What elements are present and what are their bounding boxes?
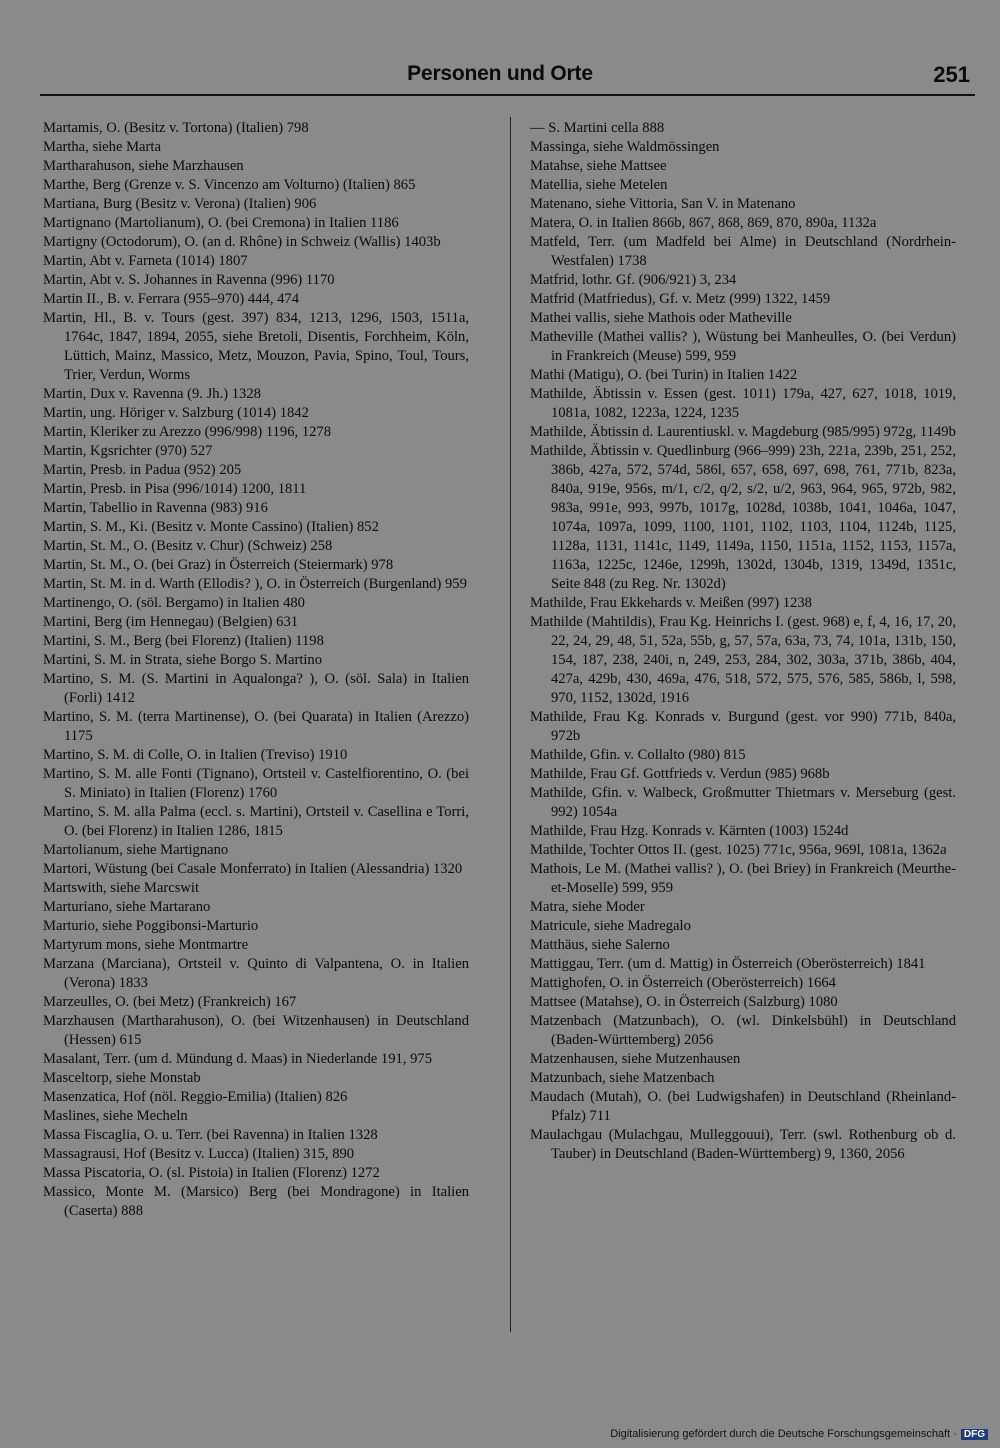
index-entry: Martin, St. M., O. (bei Graz) in Österreich (Steiermark) 978 <box>43 557 394 573</box>
index-entry: Mathilde, Frau Ekkehards v. Meißen (997) 1238 <box>530 595 812 611</box>
index-entry: Masceltorp, siehe Monstab <box>43 1070 201 1086</box>
index-entry: Martin, Presb. in Padua (952) 205 <box>43 462 242 478</box>
footer-text: Digitalisierung gefördert durch die Deutsche Forschungsgemeinschaft · <box>610 1428 957 1440</box>
index-entry: Matzenhausen, siehe Mutzenhausen <box>530 1051 741 1067</box>
index-entry: Marzana (Marciana), Ortsteil v. Quinto di Valpantena, O. in Italien (Verona) 1833 <box>43 956 469 991</box>
header-rule <box>40 94 975 96</box>
dfg-logo: DFG <box>961 1429 988 1440</box>
index-entry: Martinengo, O. (söl. Bergamo) in Italien 480 <box>43 595 305 611</box>
index-entry: Marthe, Berg (Grenze v. S. Vincenzo am Volturno) (Italien) 865 <box>43 177 416 193</box>
index-entry: Mathois, Le M. (Mathei vallis? ), O. (bei Briey) in Frankreich (Meurthe-et-Moselle) 599, 959 <box>530 861 956 896</box>
index-entry: Martini, S. M. in Strata, siehe Borgo S. Martino <box>43 652 323 668</box>
index-entry: Mathilde, Gfin. v. Walbeck, Großmutter Thietmars v. Merseburg (gest. 992) 1054a <box>530 785 956 820</box>
index-entry: Matheville (Mathei vallis? ), Wüstung bei Manheulles, O. (bei Verdun) in Frankreich (Meuse) 599, 959 <box>530 329 956 364</box>
index-entry: Massinga, siehe Waldmössingen <box>530 139 720 155</box>
index-entry: Martigny (Octodorum), O. (an d. Rhône) in Schweiz (Wallis) 1403b <box>43 234 441 250</box>
index-entry: Maulachgau (Mulachgau, Mulleggouui), Terr. (swl. Rothenburg ob d. Tauber) in Deutschland (Baden-Württemberg) 9, 1360, 2056 <box>530 1127 956 1162</box>
page-number: 251 <box>933 62 970 87</box>
index-entry: Massico, Monte M. (Marsico) Berg (bei Mondragone) in Italien (Caserta) 888 <box>43 1184 469 1219</box>
index-entry: Martin, Kleriker zu Arezzo (996/998) 1196, 1278 <box>43 424 332 440</box>
index-entry: Masalant, Terr. (um d. Mündung d. Maas) in Niederlande 191, 975 <box>43 1051 433 1067</box>
index-entry: Martin, Kgsrichter (970) 527 <box>43 443 213 459</box>
index-entry: Martino, S. M. di Colle, O. in Italien (Treviso) 1910 <box>43 747 348 763</box>
index-entry: Martin, Hl., B. v. Tours (gest. 397) 834, 1213, 1296, 1503, 1511a, 1764c, 1847, 1894, 2055, siehe Bretoli, Disentis, Forchheim, Köln, Lüttich, Mainz, Massico, Metz, Mouzon, Pavia, Spino, Toul, Tours, Trier, Verdun, Worms <box>43 310 469 383</box>
index-entry: Marzeulles, O. (bei Metz) (Frankreich) 167 <box>43 994 297 1010</box>
index-entry: Mattiggau, Terr. (um d. Mattig) in Österreich (Oberösterreich) 1841 <box>530 956 926 972</box>
index-entry: Martin, Dux v. Ravenna (9. Jh.) 1328 <box>43 386 261 402</box>
index-entry: Masenzatica, Hof (nöl. Reggio-Emilia) (Italien) 826 <box>43 1089 348 1105</box>
index-entry: Mathilde, Gfin. v. Collalto (980) 815 <box>530 747 746 763</box>
index-entry: Matellia, siehe Metelen <box>530 177 668 193</box>
index-entry: Mattsee (Matahse), O. in Österreich (Salzburg) 1080 <box>530 994 838 1010</box>
index-entry: Martin, Tabellio in Ravenna (983) 916 <box>43 500 268 516</box>
index-column-right <box>530 119 956 1164</box>
index-entry: Mathilde, Äbtissin d. Laurentiuskl. v. Magdeburg (985/995) 972g, 1149b <box>530 424 956 440</box>
index-entry: Mathilde, Äbtissin v. Quedlinburg (966–999) 23h, 221a, 239b, 251, 252, 386b, 427a, 572, 574d, 586l, 657, 658, 697, 698, 761, 771b, 823a, 840a, 919e, 956s, m/1, c/2, q/2, s/2, u/2, 963, 964, 965, 972b, 982, 983a, 991e, 993, 997b, 1017g, 1028d, 1038b, 1041, 1046a, 1047, 1074a, 1097a, 1099, 1100, 1101, 1102, 1103, 1104, 1124b, 1125, 1128a, 1131, 1141c, 1149, 1149a, 1150, 1151a, 1152, 1153, 1157a, 1163a, 1225c, 1246e, 1299h, 1302d, 1304b, 1319, 1349d, 1351c, Seite 848 (zu Reg. Nr. 1302d) <box>530 443 956 592</box>
index-entry: Martino, S. M. alla Palma (eccl. s. Martini), Ortsteil v. Casellina e Torri, O. (bei Florenz) in Italien 1286, 1815 <box>43 804 469 839</box>
index-entry: Martha, siehe Marta <box>43 139 161 155</box>
index-entry: Maslines, siehe Mecheln <box>43 1108 188 1124</box>
index-entry: Mathilde (Mahtildis), Frau Kg. Heinrichs I. (gest. 968) e, f, 4, 16, 17, 20, 22, 24, 29, 48, 51, 52a, 55b, g, 57, 57a, 63a, 73, 74, 101a, 131b, 150, 154, 187, 238, 240i, n, 249, 253, 284, 302, 303a, 371b, 386b, 404, 427a, 429b, 430, 469a, 476, 518, 572, 575, 576, 585, 586b, l, 598, 970, 1152, 1302d, 1916 <box>530 614 956 706</box>
index-entry: Marturiano, siehe Martarano <box>43 899 211 915</box>
index-entry: Matzunbach, siehe Matzenbach <box>530 1070 715 1086</box>
index-entry: Massa Piscatoria, O. (sl. Pistoia) in Italien (Florenz) 1272 <box>43 1165 380 1181</box>
index-entry: Martori, Wüstung (bei Casale Monferrato) in Italien (Alessandria) 1320 <box>43 861 463 877</box>
index-entry: Martin, S. M., Ki. (Besitz v. Monte Cassino) (Italien) 852 <box>43 519 379 535</box>
index-entry: Martino, S. M. (terra Martinense), O. (bei Quarata) in Italien (Arezzo) 1175 <box>43 709 469 744</box>
index-entry: Matfrid, lothr. Gf. (906/921) 3, 234 <box>530 272 737 288</box>
index-entry: Matera, O. in Italien 866b, 867, 868, 869, 870, 890a, 1132a <box>530 215 877 231</box>
index-entry: — S. Martini cella 888 <box>530 120 665 136</box>
index-entry: Martolianum, siehe Martignano <box>43 842 229 858</box>
index-entry: Mathi (Matigu), O. (bei Turin) in Italien 1422 <box>530 367 798 383</box>
index-entry: Martin, Abt v. S. Johannes in Ravenna (996) 1170 <box>43 272 335 288</box>
index-entry: Mathilde, Tochter Ottos II. (gest. 1025) 771c, 956a, 969l, 1081a, 1362a <box>530 842 947 858</box>
index-entry: Matenano, siehe Vittoria, San V. in Matenano <box>530 196 796 212</box>
index-entry: Martamis, O. (Besitz v. Tortona) (Italien) 798 <box>43 120 309 136</box>
index-entry: Martiana, Burg (Besitz v. Verona) (Italien) 906 <box>43 196 317 212</box>
index-entry: Maudach (Mutah), O. (bei Ludwigshafen) in Deutschland (Rheinland-Pfalz) 711 <box>530 1089 956 1124</box>
index-entry: Martyrum mons, siehe Montmartre <box>43 937 249 953</box>
index-entry: Martharahuson, siehe Marzhausen <box>43 158 244 174</box>
index-entry: Matfrid (Matfriedus), Gf. v. Metz (999) 1322, 1459 <box>530 291 831 307</box>
index-entry: Martin, St. M., O. (Besitz v. Chur) (Schweiz) 258 <box>43 538 333 554</box>
index-entry: Martignano (Martolianum), O. (bei Cremona) in Italien 1186 <box>43 215 399 231</box>
index-entry: Martin, Abt v. Farneta (1014) 1807 <box>43 253 248 269</box>
index-entry: Matfeld, Terr. (um Madfeld bei Alme) in Deutschland (Nordrhein-Westfalen) 1738 <box>530 234 956 269</box>
index-entry: Matra, siehe Moder <box>530 899 645 915</box>
running-header-title: Personen und Orte <box>407 62 593 85</box>
index-entry: Martin, St. M. in d. Warth (Ellodis? ), O. in Österreich (Burgenland) 959 <box>43 576 467 592</box>
index-entry: Marturio, siehe Poggibonsi-Marturio <box>43 918 259 934</box>
index-entry: Martin, Presb. in Pisa (996/1014) 1200, 1811 <box>43 481 307 497</box>
index-entry: Martswith, siehe Marcswit <box>43 880 200 896</box>
index-entry: Martin II., B. v. Ferrara (955–970) 444, 474 <box>43 291 300 307</box>
index-entry: Marzhausen (Martharahuson), O. (bei Witzenhausen) in Deutschland (Hessen) 615 <box>43 1013 469 1048</box>
index-entry: Mattighofen, O. in Österreich (Oberösterreich) 1664 <box>530 975 836 991</box>
index-entry: Mathilde, Frau Hzg. Konrads v. Kärnten (1003) 1524d <box>530 823 849 839</box>
index-entry: Mathilde, Äbtissin v. Essen (gest. 1011) 179a, 427, 627, 1018, 1019, 1081a, 1082, 1223a, 1224, 1235 <box>530 386 956 421</box>
index-entry: Matzenbach (Matzunbach), O. (wl. Dinkelsbühl) in Deutschland (Baden-Württemberg) 2056 <box>530 1013 956 1048</box>
index-entry: Martini, Berg (im Hennegau) (Belgien) 631 <box>43 614 299 630</box>
index-entry: Matthäus, siehe Salerno <box>530 937 670 953</box>
index-entry: Massagrausi, Hof (Besitz v. Lucca) (Italien) 315, 890 <box>43 1146 355 1162</box>
index-entry: Mathilde, Frau Kg. Konrads v. Burgund (gest. vor 990) 771b, 840a, 972b <box>530 709 956 744</box>
index-entry: Martin, ung. Höriger v. Salzburg (1014) 1842 <box>43 405 309 421</box>
index-entry: Mathei vallis, siehe Mathois oder Matheville <box>530 310 792 326</box>
index-entry: Martino, S. M. (S. Martini in Aqualonga? ), O. (söl. Sala) in Italien (Forli) 1412 <box>43 671 469 706</box>
index-entry: Martini, S. M., Berg (bei Florenz) (Italien) 1198 <box>43 633 324 649</box>
column-divider <box>510 117 511 1332</box>
index-entry: Martino, S. M. alle Fonti (Tignano), Ortsteil v. Castelfiorentino, O. (bei S. Miniato) in Italien (Florenz) 1760 <box>43 766 469 801</box>
index-entry: Massa Fiscaglia, O. u. Terr. (bei Ravenna) in Italien 1328 <box>43 1127 378 1143</box>
index-entry: Mathilde, Frau Gf. Gottfrieds v. Verdun (985) 968b <box>530 766 830 782</box>
index-entry: Matricule, siehe Madregalo <box>530 918 691 934</box>
index-entry: Matahse, siehe Mattsee <box>530 158 667 174</box>
footer-credit <box>610 1428 988 1440</box>
index-column-left <box>43 119 469 1221</box>
